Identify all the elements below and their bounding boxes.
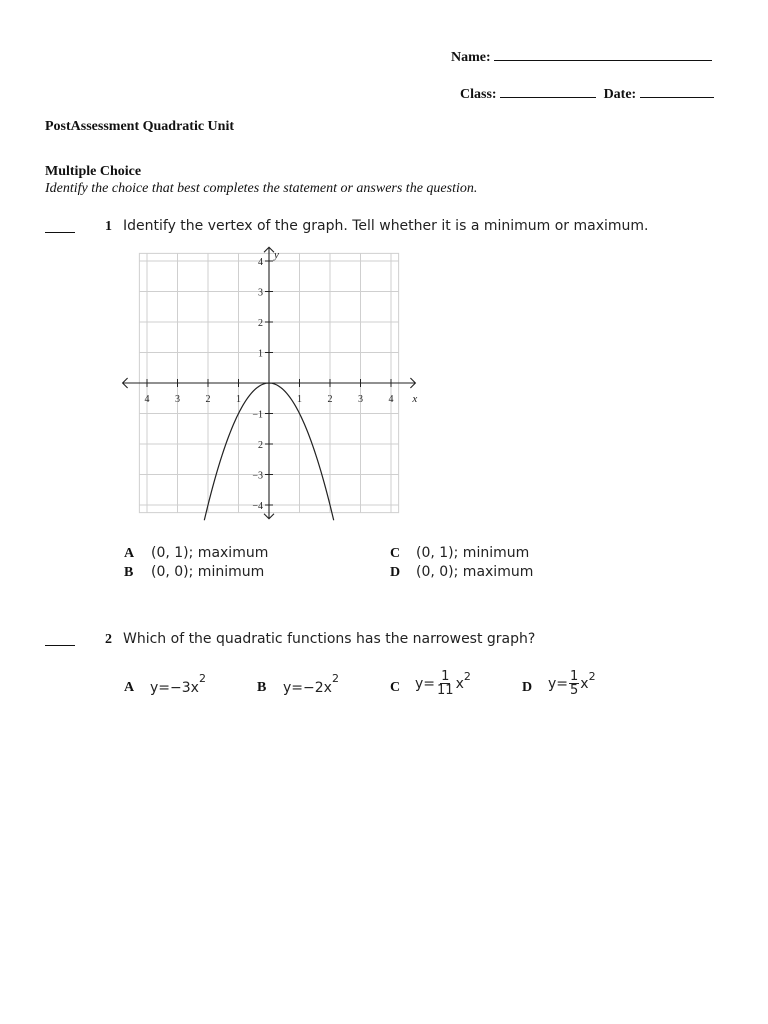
choice-d-equation[interactable] [548,670,596,697]
fraction [569,670,579,697]
eq-text: y= [415,675,436,692]
x-axis-label: x [412,393,418,405]
x-tick-label: 1 [236,394,241,405]
parabola-graph [118,242,418,527]
x-tick-label: 2 [205,394,211,405]
exponent: 2 [331,672,339,685]
choice-letter: B [257,680,267,695]
y-axis-label: y [274,248,279,261]
exponent: 2 [588,670,596,683]
y-tick-label: 4 [258,257,263,268]
choice-c-text[interactable]: (0, 1); minimum [416,545,530,561]
choice-letter: A [124,546,135,561]
y-tick-label: −1 [252,409,263,421]
choice-letter: B [124,565,134,580]
eq-text: y= [548,675,569,692]
choice-letter: A [124,680,135,695]
choice-b-equation[interactable] [283,672,339,696]
class-field[interactable] [500,85,596,98]
date-field[interactable] [640,85,714,98]
section-instructions: Identify the choice that best completes the statement or answers the question. [45,181,478,196]
y-tick-label: 2 [258,318,263,329]
x-tick-label: 3 [358,394,363,405]
y-tick-label: 3 [258,287,263,299]
choice-letter: C [390,680,401,695]
choice-letter: D [390,565,401,580]
page-title: PostAssessment Quadratic Unit [45,119,234,134]
graph-labels [145,249,418,512]
x-tick-label: 2 [327,394,333,405]
eq-text: y=−3x [150,680,199,696]
question-number: 1 [105,219,112,234]
y-tick-label: 1 [258,348,263,360]
name-label: Name: [451,50,491,65]
x-tick-label: 4 [388,394,394,405]
exponent: 2 [198,672,206,685]
answer-blank-2[interactable] [45,645,75,646]
y-tick-label: 2 [258,440,263,451]
choice-letter: D [522,680,533,695]
fraction [436,670,455,697]
y-tick-label: −4 [252,501,263,512]
class-date-line [460,85,714,103]
x-tick-label: 1 [297,394,302,405]
choice-d-text[interactable]: (0, 0); maximum [416,564,534,580]
question-text: Identify the vertex of the graph. Tell whether it is a minimum or maximum. [123,218,649,234]
numerator: 1 [441,669,450,684]
section-heading: Multiple Choice [45,164,142,179]
denominator: 5 [570,683,579,698]
date-label: Date: [603,87,637,102]
choice-b-text[interactable]: (0, 0); minimum [151,564,265,580]
x-tick-label: 4 [144,394,150,405]
numerator: 1 [570,669,579,684]
choice-a-text[interactable]: (0, 1); maximum [151,545,269,561]
eq-text: x [455,675,464,692]
y-tick-label: −3 [252,470,263,482]
denominator: 11 [437,683,454,698]
name-field[interactable] [494,48,712,61]
answer-blank-1[interactable] [45,232,75,233]
choice-letter: C [390,546,401,561]
question-number: 2 [105,632,112,647]
exponent: 2 [463,670,471,683]
class-label: Class: [460,87,497,102]
eq-text: x [580,675,589,692]
x-tick-label: 3 [175,394,180,405]
choice-c-equation[interactable] [415,670,471,697]
name-line [451,48,712,66]
question-text: Which of the quadratic functions has the narrowest graph? [123,631,536,647]
eq-text: y=−2x [283,680,332,696]
choice-a-equation[interactable] [150,672,206,696]
